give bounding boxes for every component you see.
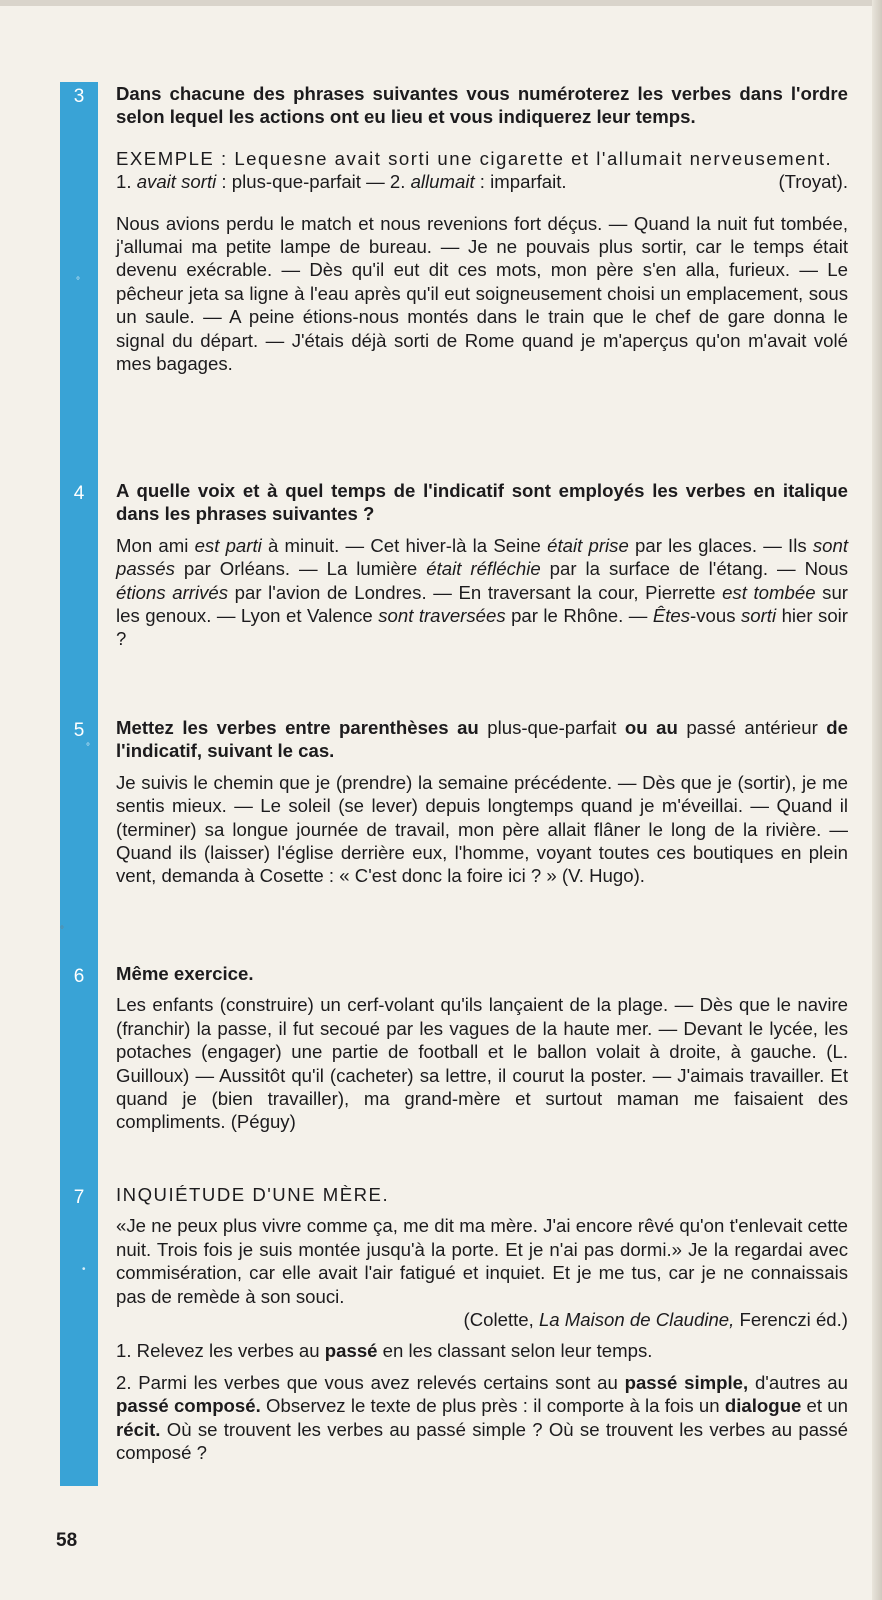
exercise-3-instruction: Dans chacune des phrases suivantes vous numéroterez les verbes dans l'ordre selon lequel les actions ont eu lieu et vous indiquerez leur temps. [116, 83, 848, 128]
exercise-6-text: Les enfants (construire) un cerf-volant qu'ils lançaient de la plage. — Dès que le navire (franchir) la passe, il fut secoué par les vagues de la haute mer. — Devant le lycée, les potaches (engager) une partie de football et le ballon volait à droite, à gauche. (L. Guilloux) — Aussitôt qu'il (cacheter) sa lettre, il courut la poster. — J'aimais travailler. Et quand je (bien travailler), ma grand-mère et surtout maman me faisaient des compliments. (Péguy) [116, 994, 848, 1133]
exercise-3 [116, 82, 848, 375]
margin-dot: ° [76, 276, 80, 287]
exercise-number-4: 4 [73, 483, 85, 504]
exercise-6 [116, 962, 848, 1134]
page-top-edge [0, 0, 882, 6]
exercise-3-text: Nous avions perdu le match et nous revenions fort déçus. — Quand la nuit fut tombée, j'allumai ma petite lampe de bureau. — Je ne pouvais plus sortir, car le temps était devenu exécrable. — Dès qu'il eut dit ces mots, mon père s'en alla, furieux. — Le pêcheur jeta sa ligne à l'eau après qu'il eut soigneusement choisi un emplacement, sous un saule. — A peine étions-nous montés dans le train que le chef de gare donna le signal du départ. — J'étais déjà sorti de Rome quand je m'aperçus qu'on m'avait volé mes bagages. [116, 212, 848, 375]
exercise-5-text: Je suivis le chemin que je (prendre) la semaine précédente. — Dès que je (sortir), je me sentis mieux. — Le soleil (se lever) depuis longtemps quand je m'éveillai. — Quand il (terminer) sa longue journée de travail, mon père allait flâner le long de la rivière. — Quand ils (laisser) l'église derrière eux, l'homme, voyant toutes ces boutiques en plein vent, demanda à Cosette : « C'est donc la foire ici ? » (V. Hugo). [116, 771, 848, 887]
example-mid: : plus-que-parfait — 2. [216, 171, 411, 193]
exercise-5-instruction: Mettez les verbes entre parenthèses au plus-que-parfait ou au passé antérieur de l'indicatif, suivant le cas. [116, 717, 848, 762]
exercise-3-example-answer [116, 170, 848, 193]
exercise-number-3: 3 [73, 86, 85, 107]
example-verb-1: avait sorti [136, 171, 217, 193]
exercise-7 [116, 1183, 848, 1464]
margin-dot: ° [60, 925, 64, 936]
exercise-7-question-2: 2. Parmi les verbes que vous avez relevés certains sont au passé simple, d'autres au passé composé. Observez le texte de plus près : il comporte à la fois un dialogue et un récit. Où se trouvent les verbes au passé simple ? Où se trouvent les verbes au passé composé ? [116, 1371, 848, 1464]
exercise-7-title: INQUIÉTUDE D'UNE MÈRE. [116, 1184, 390, 1205]
exercise-4-text: Mon ami est parti à minuit. — Cet hiver-là la Seine était prise par les glaces. — Ils sont passés par Orléans. — La lumière était réfléchie par la surface de l'étang. — Nous étions arrivés par l'avion de Londres. — En traversant la cour, Pierrette est tombée sur les genoux. — Lyon et Valence sont traversées par le Rhône. — Êtes-vous sorti hier soir ? [116, 534, 849, 650]
example-source: (Troyat). [778, 171, 848, 193]
example-prefix: 1. [116, 171, 137, 193]
example-suffix: : imparfait. [474, 171, 567, 193]
exercise-7-quote: «Je ne peux plus vivre comme ça, me dit ma mère. J'ai encore rêvé qu'on t'enlevait cette nuit. Trois fois je suis montée jusqu'à la porte. Et je n'ai pas dormi.» Je la regardai avec commisération, car elle avait l'air fatigué et inquiet. Et je me tus, car je ne connaissais pas de remède à son souci. [116, 1215, 848, 1307]
exercise-7-question-1: 1. Relevez les verbes au passé en les classant selon leur temps. [116, 1340, 653, 1362]
margin-dot: ° [86, 742, 90, 753]
exercise-number-6: 6 [73, 966, 85, 987]
exercise-3-example: EXEMPLE : Lequesne avait sorti une cigarette et l'allumait nerveusement. [116, 147, 833, 169]
margin-dot: • [82, 1264, 86, 1275]
exercise-number-5: 5 [73, 720, 85, 741]
example-verb-2: allumait [410, 171, 475, 193]
exercise-margin-bar [60, 82, 98, 1486]
exercise-number-7: 7 [73, 1187, 85, 1208]
exercise-5 [116, 716, 848, 888]
exercise-4-instruction: A quelle voix et à quel temps de l'indicatif sont employés les verbes en italique dans les phrases suivantes ? [116, 480, 848, 525]
page-number: 58 [56, 1530, 78, 1551]
exercise-4 [116, 479, 848, 651]
exercise-6-instruction: Même exercice. [116, 963, 254, 984]
exercise-7-source: (Colette, La Maison de Claudine, Ferenczi éd.) [463, 1309, 848, 1331]
page-right-edge [872, 0, 882, 1600]
